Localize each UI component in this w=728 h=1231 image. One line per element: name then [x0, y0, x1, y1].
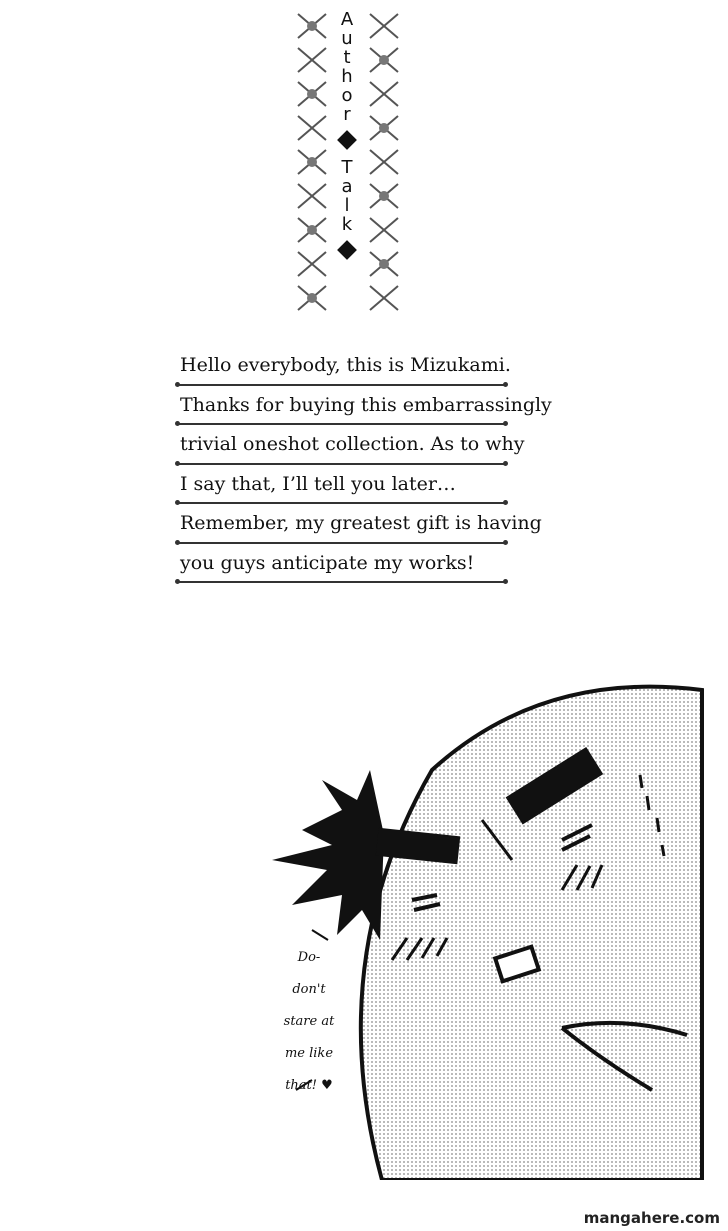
message-line: I say that, I’ll tell you later…	[174, 469, 519, 509]
bubble-line: Do-	[297, 950, 321, 965]
chibi-face-illustration	[262, 660, 710, 1180]
message-line: Thanks for buying this embarrassingly	[174, 390, 519, 430]
message-line: Hello everybody, this is Mizukami.	[174, 350, 519, 390]
title-letter: k	[341, 214, 353, 235]
bubble-line: that! ♥	[285, 1078, 333, 1093]
bubble-line: don't	[292, 982, 326, 997]
speech-bubble	[280, 942, 338, 1102]
title-letter: o	[341, 85, 353, 106]
ornament-left	[294, 8, 330, 323]
message-line: Remember, my greatest gift is having	[174, 508, 519, 548]
diamond-icon	[337, 240, 357, 260]
title-letter: l	[344, 195, 350, 216]
title-letter: a	[341, 176, 353, 197]
bubble-line: me like	[284, 1046, 334, 1061]
heart-icon: ♥	[317, 1078, 333, 1093]
ornament-right	[366, 8, 402, 323]
author-talk-title	[330, 10, 364, 268]
title-letter: r	[343, 104, 351, 125]
watermark: mangahere.com	[580, 1207, 724, 1229]
bubble-line: stare at	[283, 1014, 335, 1029]
title-letter: T	[341, 157, 353, 178]
diamond-icon	[337, 130, 357, 150]
title-letter: h	[341, 66, 353, 87]
title-letter: A	[340, 9, 354, 30]
message-line: trivial oneshot collection. As to why	[174, 429, 519, 469]
title-letter: u	[341, 28, 353, 49]
message-block	[174, 350, 552, 587]
title-letter: t	[343, 47, 351, 68]
message-line: you guys anticipate my works!	[174, 548, 519, 588]
